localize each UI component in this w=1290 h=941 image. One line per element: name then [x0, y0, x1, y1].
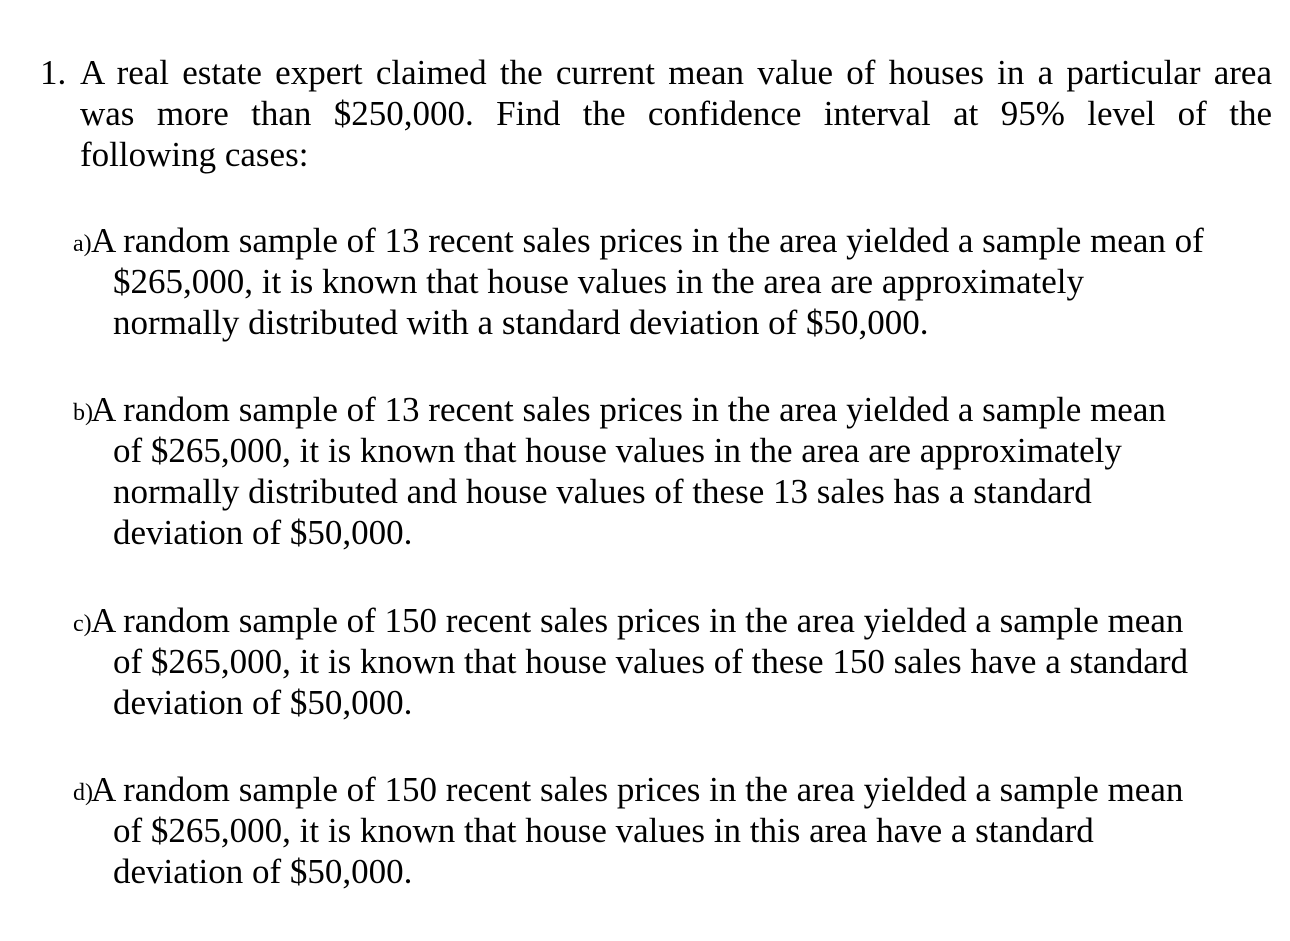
part-text: [91, 389, 1166, 553]
question-line: was more than $250,000. Find the confidence interval at 95% level of the: [80, 94, 1272, 133]
part-line: A random sample of 150 recent sales prices in the area yielded a sample mean: [91, 601, 1184, 640]
part-line: A random sample of 13 recent sales prices in the area yielded a sample mean of: [91, 221, 1204, 260]
part-text: [91, 220, 1204, 343]
part-line: deviation of $50,000.: [113, 513, 413, 552]
question-text: [80, 52, 1272, 175]
part-text: [91, 600, 1189, 723]
part-label: a): [73, 231, 92, 257]
part-label: d): [73, 780, 93, 806]
part-label: c): [73, 611, 92, 637]
part-line: A random sample of 13 recent sales prices in the area yielded a sample mean: [91, 390, 1166, 429]
part-line: deviation of $50,000.: [113, 852, 413, 891]
part-label: b): [73, 400, 93, 426]
part-line: deviation of $50,000.: [113, 683, 413, 722]
part-text: [91, 769, 1184, 892]
part-line: normally distributed with a standard deviation of $50,000.: [113, 303, 929, 342]
question-line: following cases:: [80, 135, 309, 174]
part-line: $265,000, it is known that house values in the area are approximately: [113, 262, 1084, 301]
part-line: normally distributed and house values of these 13 sales has a standard: [113, 472, 1092, 511]
part-line: of $265,000, it is known that house values in the area are approximately: [113, 431, 1122, 470]
question-number: 1.: [40, 53, 67, 92]
part-line: of $265,000, it is known that house values of these 150 sales have a standard: [113, 642, 1189, 681]
part-line: A random sample of 150 recent sales prices in the area yielded a sample mean: [91, 770, 1184, 809]
part-line: of $265,000, it is known that house values in this area have a standard: [113, 811, 1094, 850]
question-line: A real estate expert claimed the current mean value of houses in a particular area: [80, 53, 1272, 92]
